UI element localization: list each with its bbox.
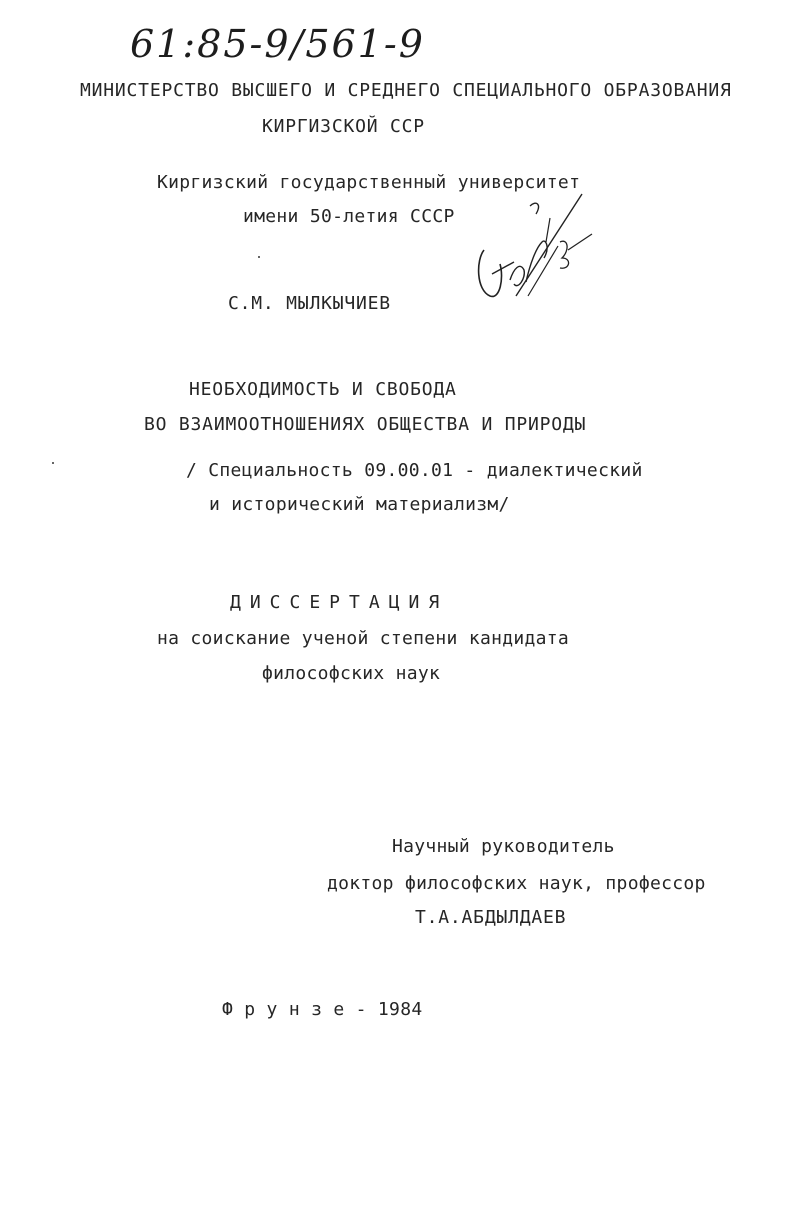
republic-header: КИРГИЗСКОЙ ССР bbox=[262, 116, 425, 137]
paper-speck bbox=[52, 462, 54, 464]
work-type-line1: на соискание ученой степени кандидата bbox=[157, 628, 570, 649]
ministry-header: МИНИСТЕРСТВО ВЫСШЕГО И СРЕДНЕГО СПЕЦИАЛЬНОГО ОБРАЗОВАНИЯ bbox=[80, 80, 732, 101]
specialty-line2: и исторический материализм/ bbox=[209, 494, 510, 515]
university-name: Киргизский государственный университет bbox=[157, 172, 581, 193]
work-type-heading: ДИССЕРТАЦИЯ bbox=[230, 592, 449, 613]
specialty-line1: / Специальность 09.00.01 - диалектический bbox=[186, 460, 643, 481]
supervisor-name: Т.А.АБДЫЛДАЕВ bbox=[415, 907, 567, 928]
dissertation-title-line2: ВО ВЗАИМООТНОШЕНИЯХ ОБЩЕСТВА И ПРИРОДЫ bbox=[144, 414, 587, 435]
author-name: С.М. МЫЛКЫЧИЕВ bbox=[228, 293, 391, 314]
signature-mark bbox=[470, 178, 600, 308]
place-and-year: Ф р у н з е - 1984 bbox=[222, 999, 423, 1020]
supervisor-degree: доктор философских наук, профессор bbox=[327, 873, 706, 894]
archive-number-handwritten: 61:85-9/561-9 bbox=[130, 22, 425, 66]
supervisor-role: Научный руководитель bbox=[392, 836, 615, 857]
work-type-line2: философских наук bbox=[262, 663, 441, 684]
dissertation-title-line1: НЕОБХОДИМОСТЬ И СВОБОДА bbox=[189, 379, 457, 400]
university-subtitle: имени 50-летия СССР bbox=[243, 206, 455, 227]
paper-speck bbox=[258, 256, 260, 258]
